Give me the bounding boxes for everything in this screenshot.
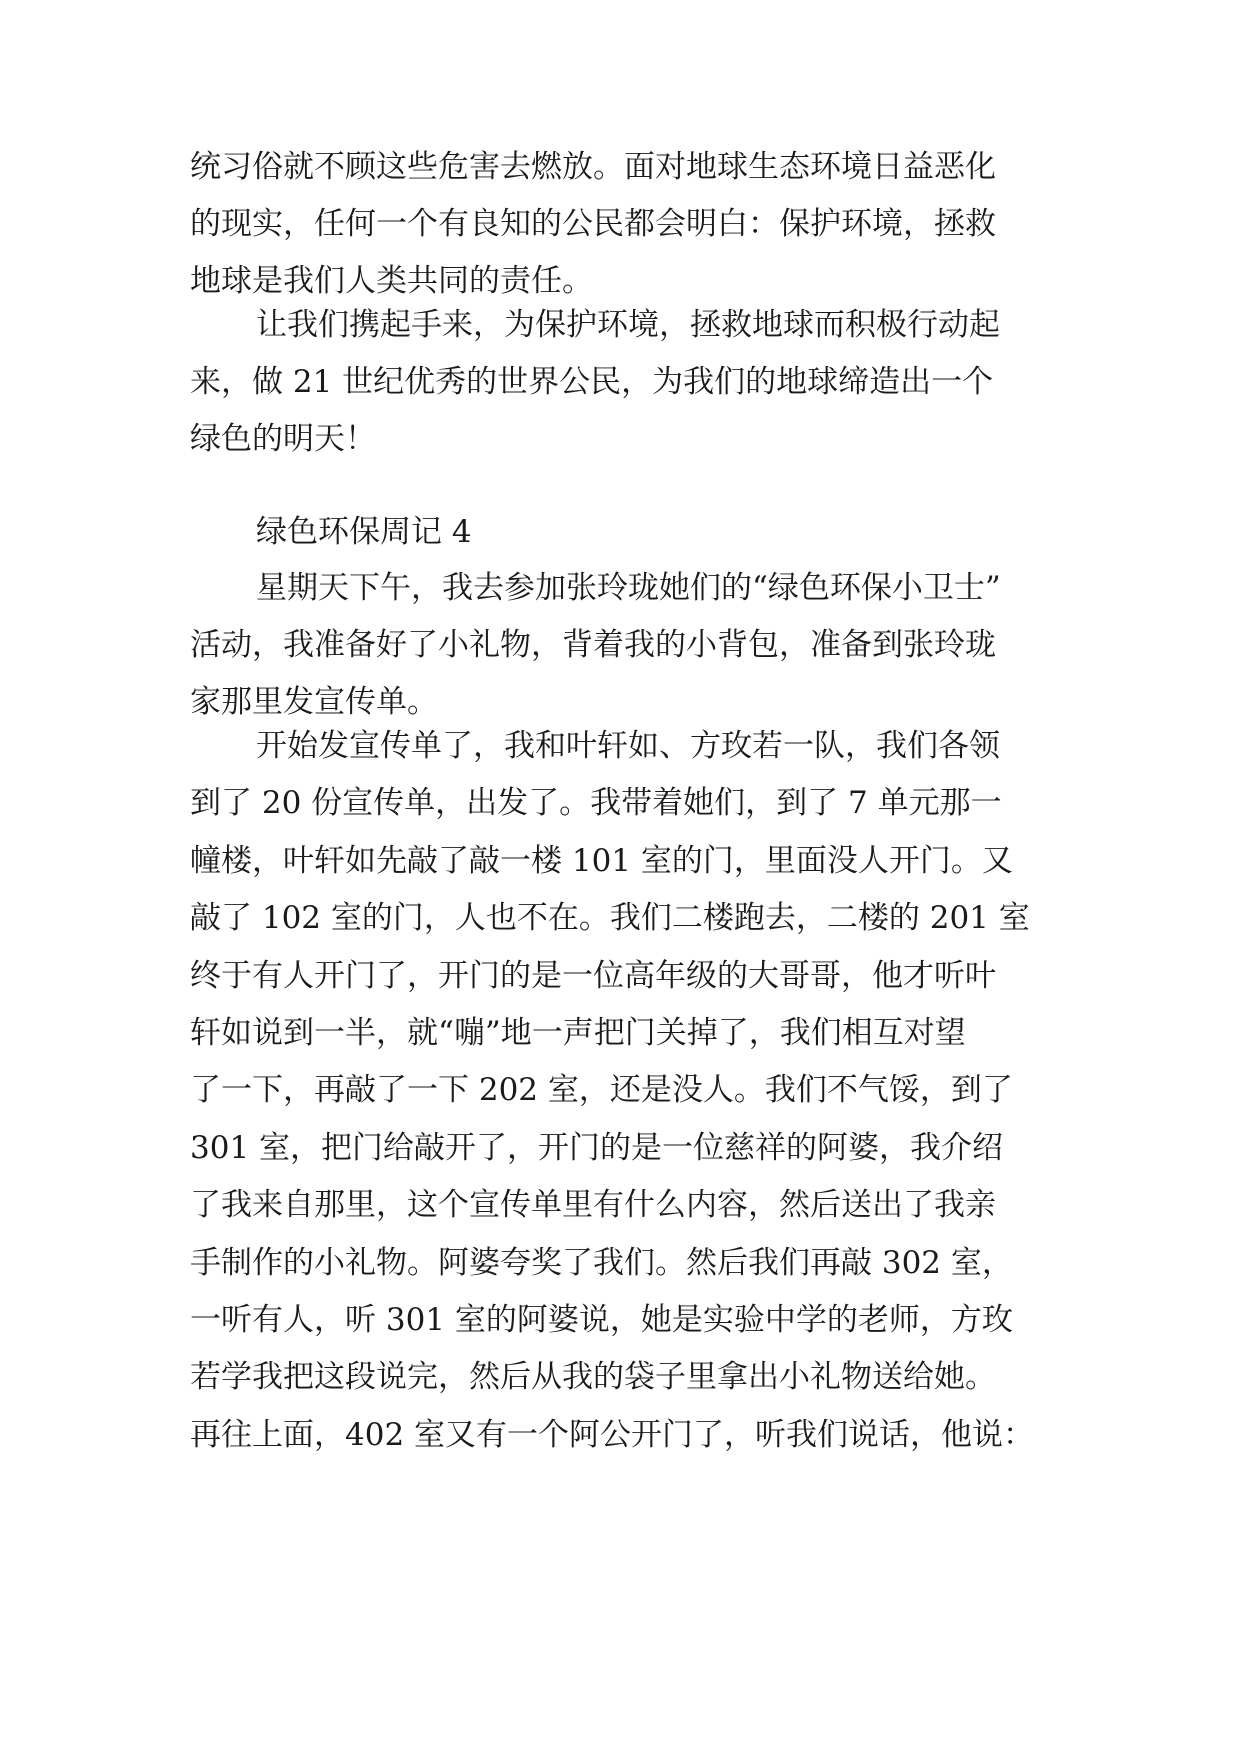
text-line: 轩如说到一半，就“嘣”地一声把门关掉了，我们相互对望 bbox=[190, 1015, 966, 1051]
text-line: 统习俗就不顾这些危害去燃放。面对地球生态环境日益恶化 bbox=[190, 149, 996, 185]
text-line: 一听有人，听 301 室的阿婆说，她是实验中学的老师，方玫 bbox=[190, 1302, 1013, 1338]
text-line: 幢楼，叶轩如先敲了敲一楼 101 室的门，里面没人开门。又 bbox=[190, 842, 1013, 879]
text-line: 了一下，再敲了一下 202 室，还是没人。我们不气馁，到了 bbox=[190, 1072, 1013, 1109]
text-line: 了我来自那里，这个宣传单里有什么内容，然后送出了我亲 bbox=[190, 1187, 996, 1224]
text-line: 来，做 21 世纪优秀的世界公民，为我们的地球缔造出一个 bbox=[190, 364, 994, 400]
text-line: 地球是我们人类共同的责任。 bbox=[190, 263, 593, 299]
text-line: 的现实，任何一个有良知的公民都会明白：保护环境，拯救 bbox=[190, 206, 996, 242]
heading-text: 绿色环保周记 4 bbox=[256, 514, 472, 550]
text-line: 让我们携起手来，为保护环境，拯救地球而积极行动起 bbox=[256, 307, 1000, 343]
text-line: 若学我把这段说完，然后从我的袋子里拿出小礼物送给她。 bbox=[190, 1359, 996, 1396]
text-line: 绿色的明天！ bbox=[190, 421, 376, 457]
text-line: 到了 20 份宣传单，出发了。我带着她们，到了 7 单元那一 bbox=[190, 785, 1002, 822]
text-line: 星期天下午，我去参加张玲珑她们的“绿色环保小卫士” bbox=[256, 570, 1001, 606]
text-line: 终于有人开门了，开门的是一位高年级的大哥哥，他才听叶 bbox=[190, 957, 996, 994]
text-line: 活动，我准备好了小礼物，背着我的小背包，准备到张玲珑 bbox=[190, 627, 996, 663]
text-line: 开始发宣传单了，我和叶轩如、方玫若一队，我们各领 bbox=[256, 728, 1000, 764]
text-line: 敲了 102 室的门，人也不在。我们二楼跑去，二楼的 201 室 bbox=[190, 900, 1030, 937]
text-line: 301 室，把门给敲开了，开门的是一位慈祥的阿婆，我介绍 bbox=[190, 1129, 1004, 1166]
text-line: 家那里发宣传单。 bbox=[190, 684, 438, 720]
text-line: 手制作的小礼物。阿婆夸奖了我们。然后我们再敲 302 室， bbox=[190, 1244, 1013, 1281]
text-line: 再往上面，402 室又有一个阿公开门了，听我们说话，他说： bbox=[190, 1416, 1035, 1453]
